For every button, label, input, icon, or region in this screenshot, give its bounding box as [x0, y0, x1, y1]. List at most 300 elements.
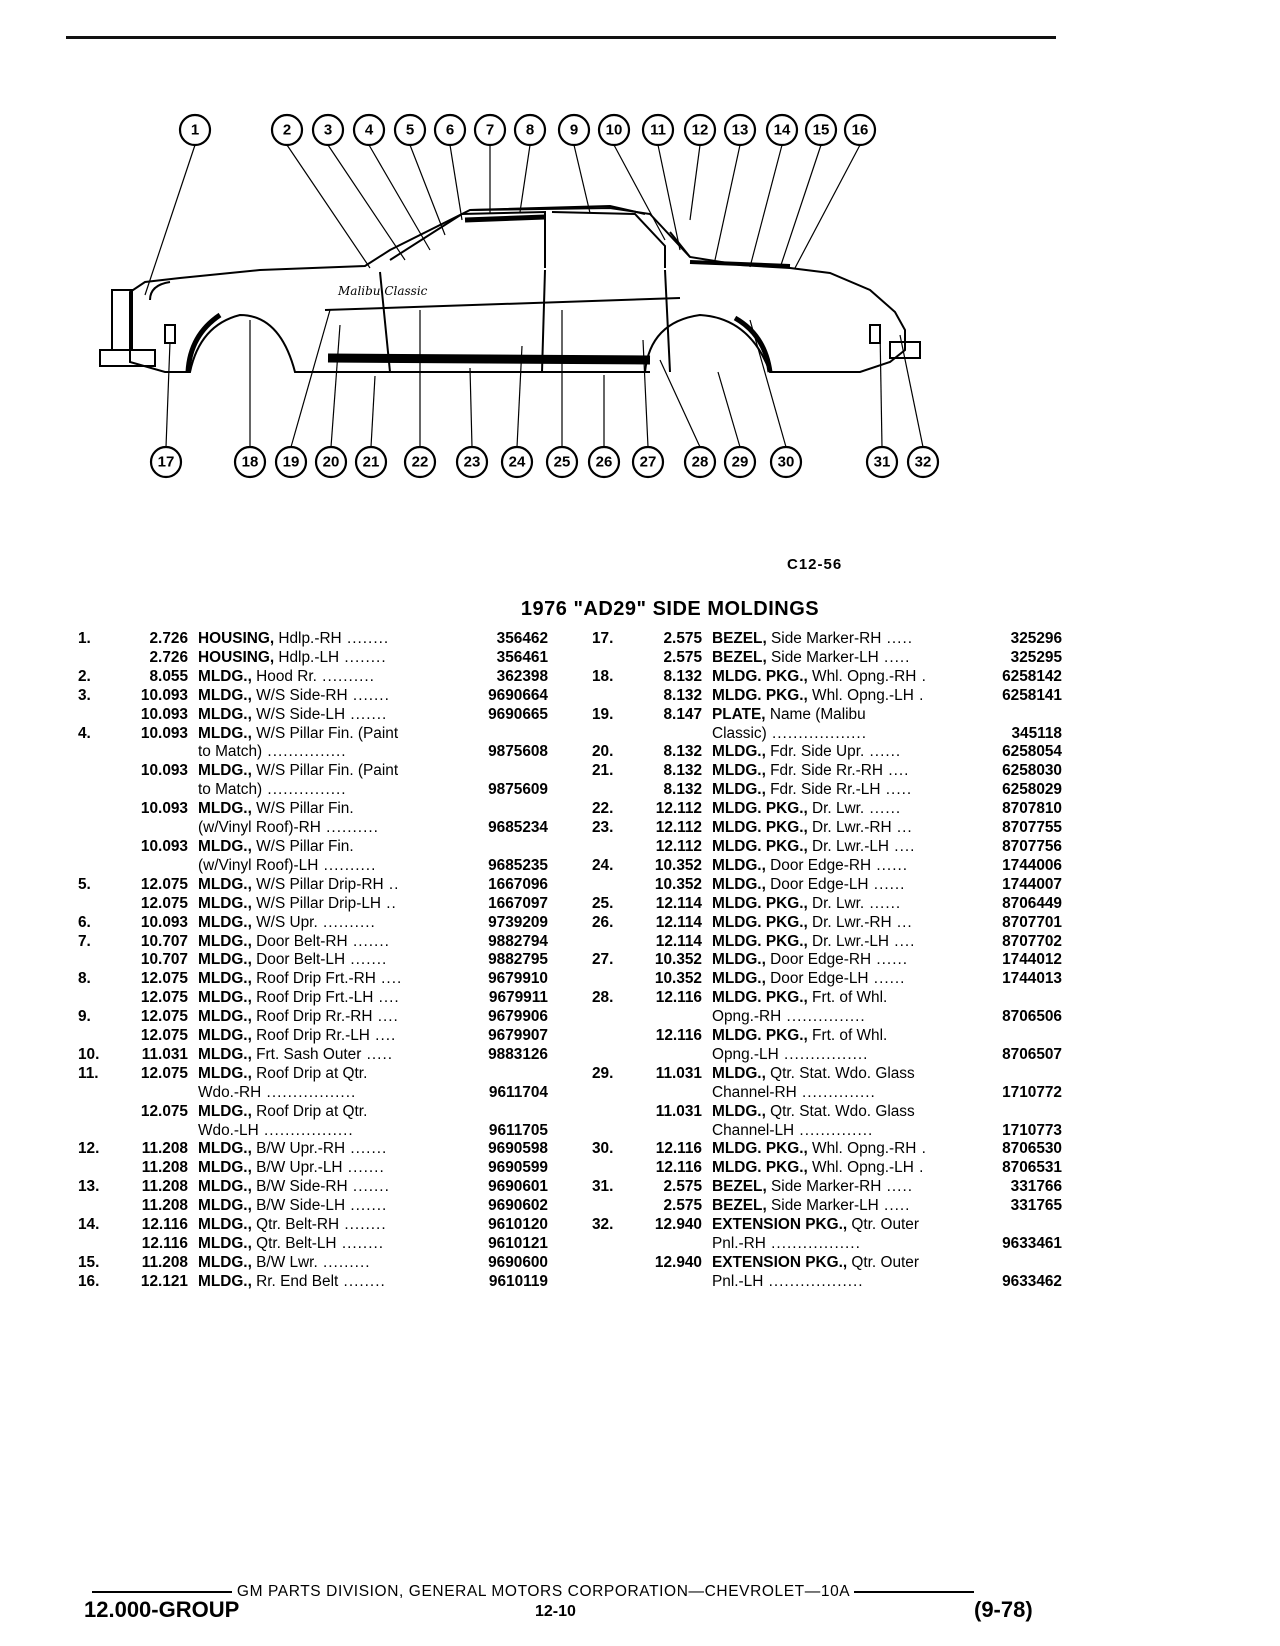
name-plate-script: Malibu Classic [338, 284, 428, 298]
part-row [78, 649, 548, 668]
callout-label: 7 [485, 121, 495, 139]
part-name: MLDG., [198, 1140, 252, 1158]
group-number: 8.132 [663, 743, 702, 761]
part-number: 325295 [1010, 648, 1062, 666]
revision-date: (9-78) [974, 1597, 1033, 1622]
callout-leader [145, 145, 195, 295]
part-number: 331765 [1010, 1197, 1062, 1215]
part-name: MLDG., [198, 800, 252, 818]
group-number [634, 1235, 712, 1254]
part-row [78, 914, 548, 933]
part-name: MLDG., [198, 686, 252, 704]
part-name: MLDG., [712, 875, 766, 893]
part-name: MLDG., [198, 1008, 252, 1026]
part-detail: Roof Drip at Qtr. [251, 1064, 368, 1082]
part-detail: Whl. Opng.-LH [807, 1159, 914, 1177]
part-detail: Fdr. Side Rr.-RH [765, 762, 884, 780]
leader-dots: ............... [262, 743, 347, 761]
part-number [976, 989, 1062, 1008]
part-row [592, 895, 1062, 914]
leader-dots: ....... [345, 1140, 388, 1158]
part-description [198, 649, 462, 668]
item-number [78, 800, 120, 819]
part-number: 9610121 [488, 1235, 548, 1252]
part-description [712, 1008, 976, 1027]
part-description [198, 781, 462, 800]
part-number: 9883126 [488, 1045, 548, 1063]
part-detail: Door Edge-LH [765, 875, 869, 893]
part-detail: Qtr. Stat. Wdo. Glass [765, 1064, 915, 1082]
part-number: 1667096 [488, 875, 548, 893]
item-number: 21. [592, 762, 614, 780]
part-row [592, 1084, 1062, 1103]
part-name: MLDG. PKG., [712, 1159, 808, 1177]
part-name: MLDG. PKG., [712, 819, 808, 837]
callout-label: 6 [445, 121, 455, 139]
group-number: 11.031 [141, 1045, 188, 1063]
part-detail: Dr. Lwr.-RH [807, 819, 892, 837]
part-description [712, 1084, 976, 1103]
item-number: 22. [592, 800, 614, 818]
part-row [78, 1254, 548, 1273]
group-number: 12.114 [655, 913, 702, 931]
callout-label: 21 [362, 453, 380, 471]
part-row [592, 970, 1062, 989]
publisher: GM PARTS DIVISION, GENERAL MOTORS CORPORATION—CHEVROLET—10A [236, 1583, 850, 1600]
part-detail: Roof Drip Frt.-RH [251, 970, 376, 988]
part-name: MLDG. PKG., [712, 989, 808, 1007]
group-number: 10.707 [140, 932, 188, 950]
part-number: 9685235 [488, 856, 548, 874]
part-number: 1710772 [1002, 1083, 1062, 1101]
part-detail: Whl. Opng.-LH [807, 686, 914, 704]
part-description [712, 876, 976, 895]
callout-label: 15 [812, 121, 830, 139]
part-row [78, 876, 548, 895]
item-number: 32. [592, 1216, 614, 1234]
item-number [78, 819, 120, 838]
part-detail: Classic) [712, 724, 767, 742]
part-detail: Hdlp.-LH [274, 648, 340, 666]
part-name: MLDG., [712, 970, 766, 988]
part-description [712, 1027, 976, 1046]
item-number [592, 838, 634, 857]
part-row [78, 706, 548, 725]
group-number: 12.116 [141, 1216, 188, 1234]
parts-list-left [78, 630, 548, 1292]
leader-dots: .... [375, 970, 403, 988]
part-detail: Side Marker-LH [766, 1197, 879, 1215]
item-number [592, 725, 634, 744]
group-number [634, 1122, 712, 1141]
item-number [592, 1084, 634, 1103]
group-number: 8.132 [663, 762, 702, 780]
part-row [592, 687, 1062, 706]
group-number: 10.707 [140, 951, 188, 969]
part-name: MLDG., [712, 951, 766, 969]
part-row [592, 819, 1062, 838]
callout-leader [328, 145, 405, 260]
leader-dots: .... [372, 1008, 399, 1026]
leader-dots: ...... [864, 800, 902, 818]
part-detail: Whl. Opng.-RH [807, 1140, 917, 1158]
part-description [198, 819, 462, 838]
part-row [592, 649, 1062, 668]
part-name: MLDG. PKG., [712, 913, 808, 931]
part-detail: to Match) [198, 743, 263, 761]
part-name: MLDG., [712, 856, 766, 874]
part-row [592, 1254, 1062, 1273]
item-number [592, 1122, 634, 1141]
group-number: 12.112 [655, 800, 702, 818]
leader-dots: ....... [342, 1159, 385, 1177]
item-number: 2. [78, 667, 91, 685]
callout-label: 11 [650, 121, 666, 139]
part-row [592, 1065, 1062, 1084]
part-detail: Whl. Opng.-RH [807, 667, 917, 685]
part-detail: Roof Drip Frt.-LH [251, 989, 374, 1007]
callout-label: 25 [553, 453, 571, 471]
group-number: 10.093 [140, 800, 188, 818]
group-number [120, 819, 198, 838]
group-number: 10.093 [140, 686, 188, 704]
figure-code: C12-56 [787, 556, 843, 573]
part-detail: (w/Vinyl Roof)-LH [198, 856, 319, 874]
item-number [78, 1084, 120, 1103]
part-detail: W/S Pillar Fin. (Paint [251, 762, 399, 780]
callout-leader [369, 145, 430, 250]
item-number: 23. [592, 819, 614, 837]
group-number: 12.075 [140, 894, 188, 912]
part-detail: W/S Pillar Fin. [251, 800, 354, 818]
group-number: 8.132 [663, 667, 702, 685]
item-number [592, 876, 634, 895]
group-number: 10.352 [654, 951, 702, 969]
part-name: MLDG., [198, 762, 252, 780]
part-row [78, 1235, 548, 1254]
group-number: 12.112 [655, 819, 702, 837]
item-number: 17. [592, 630, 614, 647]
part-row [592, 762, 1062, 781]
part-row [78, 1027, 548, 1046]
group-number: 12.075 [140, 1102, 188, 1120]
callout-label: 29 [731, 453, 749, 471]
item-number: 10. [78, 1045, 100, 1063]
group-number: 10.093 [140, 724, 188, 742]
item-number: 28. [592, 989, 614, 1007]
leader-dots: .................. [763, 1272, 864, 1290]
part-row [592, 1273, 1062, 1292]
item-number: 20. [592, 743, 614, 761]
callout-leader [718, 372, 740, 447]
group-number: 8.147 [663, 705, 702, 723]
part-description [712, 1065, 976, 1084]
part-number: 9875608 [488, 743, 548, 761]
part-name: MLDG. PKG., [712, 667, 808, 685]
item-number [592, 1027, 634, 1046]
part-description [198, 914, 462, 933]
part-detail: Pnl.-LH [712, 1272, 764, 1290]
car-body [130, 206, 905, 372]
part-name: MLDG., [712, 1064, 766, 1082]
item-number [78, 706, 120, 725]
leader-dots: .. [383, 875, 400, 893]
part-number: 9685234 [488, 819, 548, 837]
leader-dots: ........ [336, 1235, 385, 1252]
part-detail: Roof Drip at Qtr. [251, 1102, 368, 1120]
leader-dots: . [916, 667, 927, 685]
group-number: 12.114 [655, 932, 702, 950]
part-name: MLDG. PKG., [712, 1027, 808, 1045]
part-number: 9679906 [488, 1008, 548, 1026]
part-description [712, 1197, 976, 1216]
part-description [198, 762, 462, 781]
part-name: HOUSING, [198, 630, 275, 647]
item-number [78, 762, 120, 781]
part-description [712, 1159, 976, 1178]
part-description [712, 1046, 976, 1065]
leader-dots: .......... [320, 819, 379, 837]
callout-leader [287, 145, 370, 268]
part-description [198, 1008, 462, 1027]
part-row [78, 895, 548, 914]
part-name: MLDG., [198, 1102, 252, 1120]
part-detail: Rr. End Belt [251, 1272, 339, 1290]
part-name: MLDG., [198, 1045, 252, 1063]
part-row [78, 781, 548, 800]
part-row [78, 989, 548, 1008]
part-description [198, 1197, 462, 1216]
part-detail: Name (Malibu [765, 705, 866, 723]
part-detail: B/W Side-LH [251, 1197, 346, 1215]
item-number [78, 895, 120, 914]
item-number [592, 1008, 634, 1027]
part-number [976, 1027, 1062, 1046]
part-name: BEZEL, [712, 630, 767, 647]
callout-label: 19 [282, 453, 300, 471]
part-row [78, 1273, 548, 1292]
item-number [78, 1027, 120, 1046]
part-name: MLDG., [198, 1272, 252, 1290]
part-name: MLDG. PKG., [712, 800, 808, 818]
item-number: 5. [78, 875, 91, 893]
part-number: 345118 [1011, 724, 1062, 742]
part-number: 9610120 [488, 1216, 548, 1234]
part-detail: Wdo.-LH [198, 1121, 259, 1139]
item-number: 18. [592, 667, 614, 685]
item-number [592, 1046, 634, 1065]
part-description [712, 857, 976, 876]
part-description [198, 630, 462, 649]
leader-dots: .... [373, 989, 400, 1007]
part-row [78, 725, 548, 744]
leader-dots: ............... [781, 1008, 866, 1026]
callout-label: 23 [463, 453, 481, 471]
callout-label: 3 [323, 121, 333, 139]
item-number: 8. [78, 970, 91, 988]
callout-leader [750, 145, 782, 267]
part-name: HOUSING, [198, 648, 275, 666]
leader-dots: ........ [338, 1272, 386, 1290]
part-row [78, 800, 548, 819]
item-number: 31. [592, 1178, 614, 1196]
item-number [592, 1273, 634, 1292]
leader-dots: ..... [878, 1197, 911, 1215]
part-detail: W/S Upr. [251, 913, 318, 931]
car-side-diagram [90, 110, 1020, 510]
part-number: 356461 [496, 648, 548, 666]
item-number [78, 743, 120, 762]
group-number [634, 1046, 712, 1065]
part-name: MLDG., [198, 1027, 252, 1045]
part-description [198, 1103, 462, 1122]
group-number: 2.575 [663, 648, 702, 666]
part-description [712, 1216, 976, 1235]
part-detail: Hood Rr. [251, 667, 317, 685]
callout-label: 14 [773, 121, 791, 139]
part-name: MLDG. PKG., [712, 837, 808, 855]
leader-dots: .... [369, 1027, 397, 1045]
part-name: MLDG. PKG., [712, 1140, 808, 1158]
part-number: 8706449 [1002, 894, 1062, 912]
leader-dots: ....... [345, 951, 388, 969]
part-detail: Frt. of Whl. [807, 989, 888, 1007]
part-row [592, 668, 1062, 687]
item-number [592, 1254, 634, 1273]
part-detail: W/S Side-LH [251, 705, 346, 723]
group-number: 2.575 [663, 1178, 702, 1196]
group-number: 12.116 [655, 1140, 702, 1158]
item-number: 27. [592, 951, 614, 969]
callout-label: 12 [691, 121, 709, 139]
part-row [78, 857, 548, 876]
group-number: 12.116 [141, 1235, 188, 1252]
part-number: 9690600 [488, 1253, 548, 1271]
part-detail: W/S Pillar Fin. (Paint [251, 724, 399, 742]
item-number [592, 1235, 634, 1254]
part-number [976, 1254, 1062, 1273]
top-rule [66, 36, 1056, 39]
leader-dots: .............. [794, 1121, 874, 1139]
leader-dots: .... [889, 837, 916, 855]
group-number: 12.075 [140, 875, 188, 893]
part-number [976, 1065, 1062, 1084]
group-number: 8.132 [663, 781, 702, 799]
part-detail: B/W Upr.-RH [251, 1140, 346, 1158]
group-number [634, 1008, 712, 1027]
part-number [462, 800, 548, 819]
part-number: 9875609 [488, 781, 548, 799]
group-number: 11.208 [141, 1178, 188, 1196]
callout-leader [166, 342, 170, 447]
part-number: 9739209 [488, 913, 548, 931]
item-number [592, 933, 634, 952]
leader-dots: ...... [871, 951, 909, 969]
part-number: 362398 [496, 667, 548, 685]
group-number: 10.352 [654, 970, 702, 988]
part-row [592, 1140, 1062, 1159]
part-description [712, 781, 976, 800]
part-detail: Fdr. Side Upr. [765, 743, 865, 761]
part-detail: Dr. Lwr.-RH [807, 913, 892, 931]
part-name: MLDG., [198, 1159, 252, 1177]
item-number [78, 1235, 120, 1254]
part-row [592, 1046, 1062, 1065]
part-detail: Qtr. Outer [847, 1216, 919, 1234]
part-name: MLDG., [198, 837, 252, 855]
part-name: EXTENSION PKG., [712, 1216, 848, 1234]
part-description [712, 649, 976, 668]
group-number [120, 1084, 198, 1103]
part-row [592, 1197, 1062, 1216]
part-row [78, 743, 548, 762]
callout-label: 9 [569, 121, 579, 139]
part-number: 8707702 [1002, 932, 1062, 950]
item-number: 14. [78, 1216, 100, 1234]
part-number: 9690599 [488, 1159, 548, 1177]
group-number [634, 1084, 712, 1103]
callout-leader [574, 145, 590, 213]
leader-dots: ........ [339, 1216, 387, 1234]
part-detail: Channel-RH [712, 1083, 797, 1101]
callout-leader [750, 320, 786, 447]
item-number [592, 1103, 634, 1122]
group-number: 11.208 [141, 1159, 188, 1177]
part-row [78, 668, 548, 687]
part-detail: Qtr. Outer [847, 1253, 919, 1271]
group-number: 2.575 [663, 1197, 702, 1215]
leader-dots: ........ [339, 648, 387, 666]
group-number: 2.575 [663, 630, 702, 647]
callout-label: 1 [190, 121, 200, 139]
part-row [78, 630, 548, 649]
part-name: MLDG., [198, 667, 252, 685]
group-number: 12.121 [140, 1272, 188, 1290]
leader-dots: ... [891, 913, 913, 931]
leader-dots: ....... [347, 932, 390, 950]
part-row [592, 876, 1062, 895]
part-description [712, 819, 976, 838]
part-detail: Side Marker-RH [766, 1178, 882, 1196]
leader-dots: ................. [765, 1235, 861, 1252]
part-name: MLDG., [712, 781, 766, 799]
part-number [462, 762, 548, 781]
part-detail: Door Belt-RH [251, 932, 348, 950]
part-name: MLDG., [198, 989, 252, 1007]
part-row [78, 819, 548, 838]
part-number: 8706531 [1002, 1159, 1062, 1177]
part-row [78, 1046, 548, 1065]
part-row [592, 781, 1062, 800]
moldings [188, 217, 790, 372]
part-name: MLDG., [198, 1235, 252, 1252]
leader-dots: ...... [868, 970, 906, 988]
callout-label: 22 [411, 453, 429, 471]
part-description [198, 1235, 462, 1254]
part-detail: W/S Side-RH [251, 686, 348, 704]
item-number [78, 649, 120, 668]
leader-dots: . [913, 1159, 925, 1177]
part-name: MLDG., [198, 1197, 252, 1215]
part-name: MLDG., [198, 913, 252, 931]
callout-leader [470, 368, 472, 447]
part-row [78, 1008, 548, 1027]
part-row [592, 1122, 1062, 1141]
group-number: 12.075 [140, 989, 188, 1007]
part-number: 1744013 [1002, 970, 1062, 988]
part-row [78, 933, 548, 952]
part-detail: Door Belt-LH [251, 951, 346, 969]
